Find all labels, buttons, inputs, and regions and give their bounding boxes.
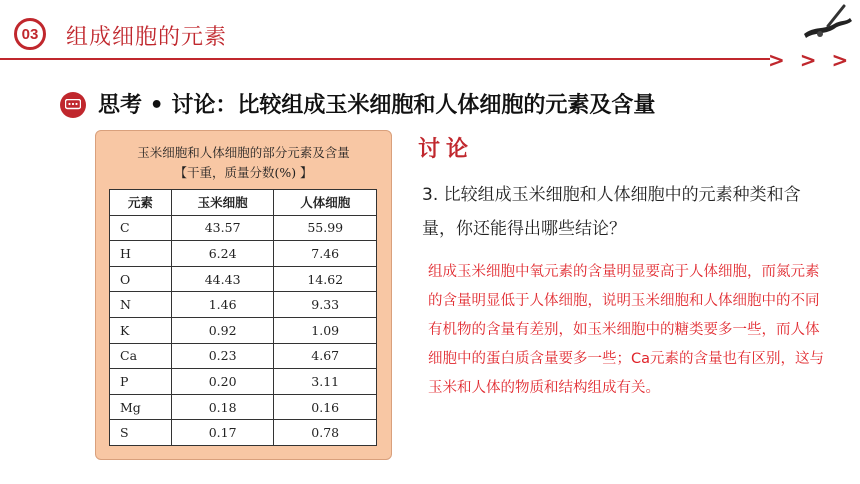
human-value-cell: 0.16 [274, 394, 377, 420]
element-table-panel [95, 130, 392, 460]
discussion-question: 3. 比较组成玉米细胞和人体细胞中的元素种类和含量，你还能得出哪些结论？ [422, 185, 801, 239]
table-row [110, 241, 377, 267]
corn-value-cell: 6.24 [171, 241, 274, 267]
section-number: 03 [21, 25, 39, 43]
element-content-table [109, 189, 377, 446]
section-title: 组成细胞的元素 [66, 25, 228, 50]
corn-value-cell: 0.92 [171, 317, 274, 343]
table-row [110, 266, 377, 292]
chevron-right-icons: > > > [768, 48, 853, 72]
ink-brush-icon [800, 4, 854, 44]
chat-bubble-icon [60, 92, 86, 118]
element-cell: N [110, 292, 172, 318]
table-row [110, 292, 377, 318]
column-header: 玉米细胞 [171, 190, 274, 216]
corn-value-cell: 44.43 [171, 266, 274, 292]
element-cell: C [110, 215, 172, 241]
human-value-cell: 0.78 [274, 420, 377, 446]
human-value-cell: 7.46 [274, 241, 377, 267]
corn-value-cell: 43.57 [171, 215, 274, 241]
table-row [110, 369, 377, 395]
human-value-cell: 55.99 [274, 215, 377, 241]
table-caption-unit: 【干重，质量分数(%) 】 [174, 165, 313, 180]
element-cell: K [110, 317, 172, 343]
column-header: 人体细胞 [274, 190, 377, 216]
table-header-row [110, 190, 377, 216]
topic-heading: 思考 • 讨论：比较组成玉米细胞和人体细胞的元素及含量 [98, 93, 656, 118]
human-value-cell: 9.33 [274, 292, 377, 318]
table-row [110, 215, 377, 241]
header-divider [0, 58, 770, 60]
human-value-cell: 14.62 [274, 266, 377, 292]
table-row [110, 420, 377, 446]
discussion-label: 讨论 [418, 137, 475, 162]
table-row [110, 343, 377, 369]
element-cell: Mg [110, 394, 172, 420]
element-cell: H [110, 241, 172, 267]
corn-value-cell: 1.46 [171, 292, 274, 318]
section-number-badge [14, 18, 46, 50]
corn-value-cell: 0.20 [171, 369, 274, 395]
table-row [110, 394, 377, 420]
element-cell: P [110, 369, 172, 395]
human-value-cell: 3.11 [274, 369, 377, 395]
corn-value-cell: 0.17 [171, 420, 274, 446]
element-cell: S [110, 420, 172, 446]
element-cell: Ca [110, 343, 172, 369]
human-value-cell: 4.67 [274, 343, 377, 369]
corn-value-cell: 0.18 [171, 394, 274, 420]
table-row [110, 317, 377, 343]
element-cell: O [110, 266, 172, 292]
table-caption-title: 玉米细胞和人体细胞的部分元素及含量 [137, 145, 350, 160]
human-value-cell: 1.09 [274, 317, 377, 343]
discussion-answer: 组成玉米细胞中氧元素的含量明显要高于人体细胞，而氮元素的含量明显低于人体细胞，说明玉米细胞和人体细胞中的不同有机物的含量有差别，如玉米细胞中的糖类要多一些，而人体细胞中的蛋白质含量要多一些；Ca元素的含量也有区别，这与玉米和人体的物质和结构组成有关。 [428, 264, 825, 396]
column-header: 元素 [110, 190, 172, 216]
corn-value-cell: 0.23 [171, 343, 274, 369]
